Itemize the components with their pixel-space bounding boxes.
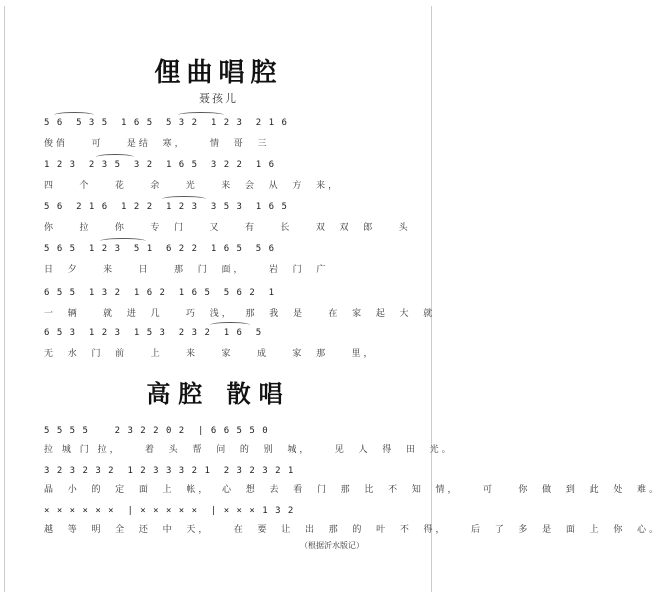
tie-mark: [54, 112, 94, 118]
lyric-line: 四 个 花 余 光 来 会 从 方 来，: [44, 181, 341, 191]
source-note: （根据沂水版记）: [300, 541, 364, 550]
tie-mark: [96, 154, 134, 160]
section2-title: 高腔 散唱: [146, 379, 291, 408]
notation-line: 5 6 5 1 2 3 5 1 6 2 2 1 6 5 5 6: [44, 244, 276, 254]
section1-title: 俚曲唱腔: [154, 58, 283, 88]
notation-line: 5 6 2 1 6 1 2 2 1 2 3 3 5 3 1 6 5: [44, 202, 288, 212]
lyric-line: 一 辆 就 进 几 巧 浅， 那 我 是 在 家 起 大 就: [44, 309, 436, 319]
lyric-line: 你 拉 你 专 门 又 有 长 双 双 郎 头: [44, 223, 411, 233]
section1-author: 聂孩儿: [199, 92, 238, 105]
tie-mark: [162, 196, 206, 202]
lyric-line: 日 夕 来 日 那 门 面， 岩 门 广: [44, 265, 329, 275]
lyric-line: 拉 城 门 拉， 着 头 帮 问 的 别 城， 见 人 得 田 光。: [44, 445, 454, 455]
lyric-line: 越 等 明 全 还 中 天， 在 要 让 出 那 的 叶 不 得， 后 了 多 是 面 上 你 心。: [44, 525, 661, 535]
notation-line: 6 5 5 1 3 2 1 6 2 1 6 5 5 6 2 1: [44, 288, 276, 298]
notation-line: 5 6 5 3 5 1 6 5 5 3 2 1 2 3 2 1 6: [44, 118, 288, 128]
tie-mark: [210, 322, 250, 328]
notation-line: × × × × × × | × × × × × | × × × 1 3 2: [44, 506, 295, 516]
lyric-line: 无 水 门 前 上 来 家 成 家 那 里，: [44, 349, 376, 359]
tie-mark: [178, 112, 224, 118]
notation-line: 3 2 3 2 3 2 1 2 3 3 3 2 1 2 3 2 3 2 1: [44, 466, 295, 476]
notation-line: 1 2 3 2 3 5 3 2 1 6 5 3 2 2 1 6: [44, 160, 276, 170]
notation-line: 5 5 5 5 2 3 2 2 0 2 | 6 6 5 5 0: [44, 426, 269, 436]
notation-line: 6 5 3 1 2 3 1 5 3 2 3 2 1 6 5: [44, 328, 263, 338]
lyric-line: 俊俏 可 是结 寒， 情 哥 三: [44, 139, 270, 149]
lyric-line: 晶 小 的 定 面 上 帐， 心 想 去 看 门 那 比 不 知 情， 可 你 做 到 此 处 难。: [44, 485, 661, 495]
tie-mark: [100, 238, 146, 244]
